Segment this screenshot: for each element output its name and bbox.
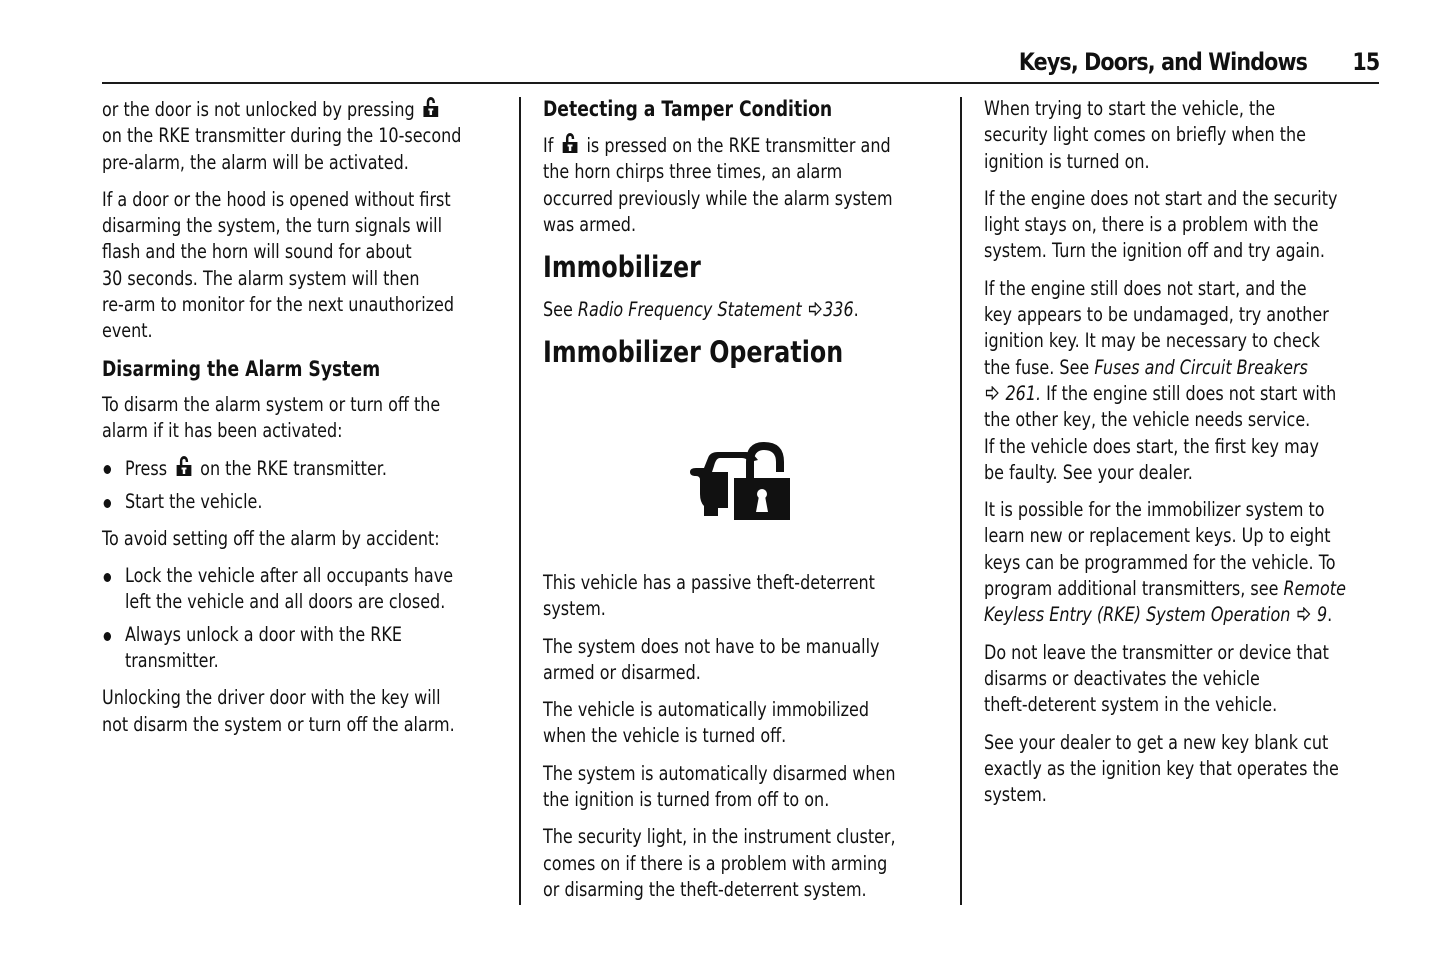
paragraph-immobilizer-reference: See Radio Frequency Statement 336.: [543, 298, 859, 322]
page-reference-arrow-icon: [1297, 607, 1310, 621]
page-reference[interactable]: 261.: [1005, 381, 1042, 405]
paragraph-start-security-light: When trying to start the vehicle, the security light comes on briefly when the ignition is turned on.: [984, 97, 1306, 173]
paragraph-disarm-intro: To disarm the alarm system or turn off the alarm if it has been activated:: [102, 392, 441, 442]
list-item: Press on the RKE transmitter.: [102, 455, 502, 482]
paragraph-try-another-key: If the engine still does not start, and the key appears to be undamaged, try another ignition key. It may be necessary to check the fuse. See Fuses and Circuit Breakers 261. If the engine still does not start with the other key, the vehicle needs service. If the vehicle does start, the first key may be faulty. See your dealer.: [984, 276, 1337, 484]
link-radio-frequency-statement[interactable]: Radio Frequency Statement: [577, 298, 802, 322]
paragraph-security-light: The security light, in the instrument cluster, comes on if there is a problem with arming or disarming the theft-deterrent system.: [543, 825, 896, 901]
page-reference-arrow-icon: [808, 302, 821, 316]
running-head: [102, 46, 1379, 84]
unlock-icon: [561, 132, 579, 154]
heading-immobilizer: Immobilizer: [543, 250, 701, 285]
heading-immobilizer-operation: Immobilizer Operation: [543, 335, 844, 370]
paragraph-new-key-blank: See your dealer to get a new key blank cut exactly as the ignition key that operates the system.: [984, 730, 1339, 807]
link-fuses-circuit-breakers[interactable]: Fuses and Circuit Breakers: [1094, 355, 1308, 379]
unlock-icon: [175, 455, 193, 477]
list-item: Always unlock a door with the RKE transmitter.: [102, 622, 502, 675]
paragraph-tamper: If is pressed on the RKE transmitter and the horn chirps three times, an alarm occurred previously while the alarm system was armed.: [543, 134, 893, 236]
paragraph-prealarm: or the door is not unlocked by pressing on the RKE transmitter during the 10-second pre-alarm, the alarm will be activated.: [102, 98, 462, 174]
paragraph-passive-system: This vehicle has a passive theft-deterrent system.: [543, 571, 875, 621]
unlock-icon: [422, 96, 440, 118]
column-divider: [960, 97, 962, 905]
page-reference-arrow-icon: [986, 386, 999, 400]
paragraph-alarm-trigger: If a door or the hood is opened without first disarming the system, the turn signals will flash and the horn will sound for about 30 seconds. The alarm system will then re-arm to monitor for the next unauthorized event.: [102, 187, 455, 343]
list-item: Lock the vehicle after all occupants have left the vehicle and all doors are closed.: [102, 563, 502, 616]
heading-tamper-condition: Detecting a Tamper Condition: [543, 97, 833, 121]
paragraph-learn-keys: It is possible for the immobilizer system to learn new or replacement keys. Up to eight keys can be programmed for the vehicle. To program additional transmitters, see Remote Keyless Entry (RKE) System Operation 9.: [984, 498, 1346, 627]
link-rke-system-operation[interactable]: Keyless Entry (RKE) System Operation: [984, 603, 1291, 627]
paragraph-engine-no-start: If the engine does not start and the security light stays on, there is a problem with the system. Turn the ignition off and try again.: [984, 186, 1338, 263]
vehicle-security-lock-icon: [688, 436, 792, 522]
paragraph-no-manual-arm: The system does not have to be manually armed or disarmed.: [543, 634, 880, 684]
list-item: Start the vehicle.: [102, 489, 502, 515]
section-title: Keys, Doors, and Windows: [1018, 48, 1307, 76]
paragraph-driver-door-key: Unlocking the driver door with the key will not disarm the system or turn off the alarm.: [102, 686, 455, 736]
column-2: [543, 96, 943, 382]
disarm-steps-list: [102, 455, 502, 515]
paragraph-auto-immobilized: The vehicle is automatically immobilized when the vehicle is turned off.: [543, 698, 870, 748]
page-reference[interactable]: 9: [1316, 603, 1328, 627]
paragraph-auto-disarmed: The system is automatically disarmed when the ignition is turned from off to on.: [543, 761, 896, 812]
link-remote-keyless-entry[interactable]: Remote: [1283, 577, 1346, 601]
column-divider: [519, 97, 521, 905]
paragraph-avoid-intro: To avoid setting off the alarm by accident:: [102, 526, 440, 550]
paragraph-do-not-leave-transmitter: Do not leave the transmitter or device that disarms or deactivates the vehicle theft-deterent system in the vehicle.: [984, 640, 1329, 717]
heading-disarming-alarm: Disarming the Alarm System: [102, 356, 381, 381]
column-3: [984, 96, 1384, 819]
column-1: [102, 96, 502, 749]
page-number: 15: [1351, 48, 1379, 76]
column-2-lower: [543, 570, 943, 914]
page-reference[interactable]: 336: [823, 298, 854, 322]
avoid-alarm-list: [102, 563, 502, 674]
